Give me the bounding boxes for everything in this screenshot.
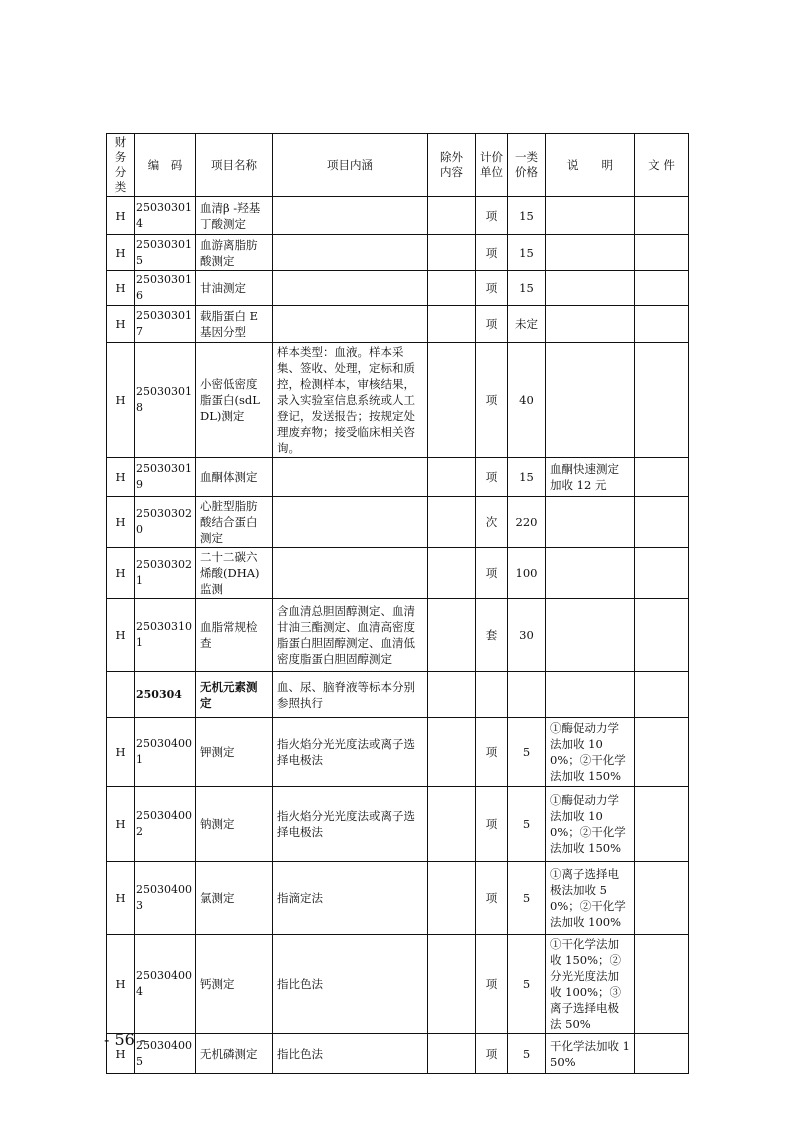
- cell-code: 250303020: [135, 497, 196, 548]
- cell-name: 血脂常规检查: [196, 599, 273, 672]
- cell-price: 5: [508, 718, 546, 787]
- cell-excl: [428, 235, 476, 271]
- cell-unit: 项: [476, 235, 508, 271]
- cell-unit: [476, 672, 508, 718]
- cell-name: 无机磷测定: [196, 1034, 273, 1074]
- cell-cat: H: [107, 197, 135, 235]
- cell-unit: 次: [476, 497, 508, 548]
- cell-name: 血酮体测定: [196, 458, 273, 497]
- cell-content: 含血清总胆固醇测定、血清甘油三酯测定、血清高密度脂蛋白胆固醇测定、血清低密度脂蛋白胆固醇测定: [273, 599, 428, 672]
- cell-content: [273, 458, 428, 497]
- cell-note: 干化学法加收 150%: [546, 1034, 635, 1074]
- cell-excl: [428, 271, 476, 306]
- cell-cat: H: [107, 235, 135, 271]
- cell-unit: 项: [476, 548, 508, 599]
- cell-name: 无机元素测定: [196, 672, 273, 718]
- cell-content: [273, 548, 428, 599]
- cell-excl: [428, 458, 476, 497]
- cell-note: ①酶促动力学法加收 100%；②干化学法加收 150%: [546, 787, 635, 862]
- cell-excl: [428, 1034, 476, 1074]
- header-name: 项目名称: [196, 134, 273, 197]
- cell-code: 250303015: [135, 235, 196, 271]
- cell-unit: 项: [476, 306, 508, 343]
- cell-price: 5: [508, 935, 546, 1034]
- cell-file: [635, 787, 689, 862]
- table-row: [107, 1034, 689, 1074]
- cell-file: [635, 1034, 689, 1074]
- cell-note: [546, 672, 635, 718]
- cell-name: 钠测定: [196, 787, 273, 862]
- table-row: [107, 458, 689, 497]
- cell-note: [546, 306, 635, 343]
- cell-excl: [428, 599, 476, 672]
- cell-unit: 项: [476, 718, 508, 787]
- cell-unit: 项: [476, 787, 508, 862]
- cell-code: 250303019: [135, 458, 196, 497]
- header-exclusions: 除外 内容: [428, 134, 476, 197]
- cell-code: 250303018: [135, 343, 196, 458]
- cell-excl: [428, 548, 476, 599]
- table-row: [107, 235, 689, 271]
- table-header: [107, 134, 689, 197]
- cell-price: 30: [508, 599, 546, 672]
- cell-name: 载脂蛋白 E 基因分型: [196, 306, 273, 343]
- cell-name: 氯测定: [196, 862, 273, 935]
- cell-cat: H: [107, 343, 135, 458]
- cell-note: ①离子选择电极法加收 50%；②干化学法加收 100%: [546, 862, 635, 935]
- cell-code: 250304: [135, 672, 196, 718]
- price-table: [106, 133, 689, 1074]
- cell-file: [635, 235, 689, 271]
- cell-price: 15: [508, 271, 546, 306]
- cell-price: 未定: [508, 306, 546, 343]
- header-content: 项目内涵: [273, 134, 428, 197]
- table-row: [107, 718, 689, 787]
- cell-price: [508, 672, 546, 718]
- cell-cat: H: [107, 862, 135, 935]
- cell-price: 5: [508, 862, 546, 935]
- cell-content: [273, 497, 428, 548]
- cell-excl: [428, 497, 476, 548]
- cell-name: 血游离脂肪酸测定: [196, 235, 273, 271]
- cell-code: 250303014: [135, 197, 196, 235]
- cell-content: [273, 271, 428, 306]
- cell-file: [635, 271, 689, 306]
- cell-price: 5: [508, 1034, 546, 1074]
- cell-name: 二十二碳六烯酸(DHA)监测: [196, 548, 273, 599]
- header-code: 编 码: [135, 134, 196, 197]
- cell-cat: H: [107, 599, 135, 672]
- cell-note: [546, 197, 635, 235]
- cell-price: 5: [508, 787, 546, 862]
- table-row: [107, 672, 689, 718]
- cell-file: [635, 599, 689, 672]
- cell-unit: 项: [476, 935, 508, 1034]
- cell-cat: [107, 672, 135, 718]
- cell-price: 100: [508, 548, 546, 599]
- cell-file: [635, 672, 689, 718]
- cell-unit: 项: [476, 343, 508, 458]
- cell-unit: 项: [476, 197, 508, 235]
- cell-content: 血、尿、脑脊液等标本分别参照执行: [273, 672, 428, 718]
- table-row: [107, 935, 689, 1034]
- table-row: [107, 787, 689, 862]
- cell-cat: H: [107, 1034, 135, 1074]
- cell-file: [635, 548, 689, 599]
- cell-unit: 项: [476, 458, 508, 497]
- header-notes: 说 明: [546, 134, 635, 197]
- header-unit: 计价 单位: [476, 134, 508, 197]
- cell-name: 钙测定: [196, 935, 273, 1034]
- cell-file: [635, 718, 689, 787]
- table-row: [107, 548, 689, 599]
- cell-unit: 项: [476, 862, 508, 935]
- table-row: [107, 197, 689, 235]
- cell-content: [273, 235, 428, 271]
- cell-cat: H: [107, 548, 135, 599]
- cell-code: 250304003: [135, 862, 196, 935]
- cell-content: 指火焰分光光度法或离子选择电极法: [273, 787, 428, 862]
- header-file: 文 件: [635, 134, 689, 197]
- cell-content: 样本类型：血液。样本采集、签收、处理，定标和质控，检测样本，审核结果，录入实验室信息系统或人工登记，发送报告；按规定处理废弃物；接受临床相关咨询。: [273, 343, 428, 458]
- cell-excl: [428, 787, 476, 862]
- cell-note: [546, 271, 635, 306]
- cell-price: 15: [508, 235, 546, 271]
- cell-file: [635, 862, 689, 935]
- cell-price: 220: [508, 497, 546, 548]
- cell-content: 指火焰分光光度法或离子选择电极法: [273, 718, 428, 787]
- header-category: 财务 分类: [107, 134, 135, 197]
- cell-note: 血酮快速测定加收 12 元: [546, 458, 635, 497]
- cell-excl: [428, 197, 476, 235]
- cell-price: 40: [508, 343, 546, 458]
- cell-name: 钾测定: [196, 718, 273, 787]
- cell-note: [546, 235, 635, 271]
- table-row: [107, 271, 689, 306]
- cell-cat: H: [107, 718, 135, 787]
- cell-content: 指滴定法: [273, 862, 428, 935]
- cell-code: 250303017: [135, 306, 196, 343]
- table-row: [107, 599, 689, 672]
- cell-excl: [428, 672, 476, 718]
- cell-note: ①酶促动力学法加收 100%；②干化学法加收 150%: [546, 718, 635, 787]
- cell-cat: H: [107, 458, 135, 497]
- cell-content: [273, 306, 428, 343]
- cell-code: 250303021: [135, 548, 196, 599]
- cell-excl: [428, 862, 476, 935]
- table-row: [107, 306, 689, 343]
- cell-code: 250304004: [135, 935, 196, 1034]
- cell-excl: [428, 306, 476, 343]
- table-row: [107, 497, 689, 548]
- cell-unit: 项: [476, 1034, 508, 1074]
- cell-cat: H: [107, 787, 135, 862]
- cell-cat: H: [107, 306, 135, 343]
- cell-name: 小密低密度脂蛋白(sdLDL)测定: [196, 343, 273, 458]
- cell-content: 指比色法: [273, 1034, 428, 1074]
- cell-excl: [428, 343, 476, 458]
- cell-cat: H: [107, 497, 135, 548]
- cell-code: 250304001: [135, 718, 196, 787]
- cell-file: [635, 197, 689, 235]
- cell-code: 250303016: [135, 271, 196, 306]
- cell-price: 15: [508, 197, 546, 235]
- cell-unit: 项: [476, 271, 508, 306]
- cell-file: [635, 343, 689, 458]
- cell-content: [273, 197, 428, 235]
- table-row: [107, 343, 689, 458]
- cell-note: [546, 548, 635, 599]
- table-row: [107, 862, 689, 935]
- cell-unit: 套: [476, 599, 508, 672]
- cell-note: ①干化学法加收 150%；②分光光度法加收 100%；③离子选择电极法 50%: [546, 935, 635, 1034]
- cell-file: [635, 458, 689, 497]
- cell-file: [635, 935, 689, 1034]
- cell-note: [546, 599, 635, 672]
- cell-content: 指比色法: [273, 935, 428, 1034]
- cell-name: 甘油测定: [196, 271, 273, 306]
- cell-excl: [428, 935, 476, 1034]
- page-number: - 56 -: [104, 1030, 146, 1049]
- cell-cat: H: [107, 935, 135, 1034]
- cell-name: 心脏型脂肪酸结合蛋白测定: [196, 497, 273, 548]
- cell-cat: H: [107, 271, 135, 306]
- cell-note: [546, 497, 635, 548]
- cell-code: 250304005: [135, 1034, 196, 1074]
- cell-name: 血清β -羟基丁酸测定: [196, 197, 273, 235]
- cell-file: [635, 497, 689, 548]
- cell-excl: [428, 718, 476, 787]
- cell-note: [546, 343, 635, 458]
- cell-code: 250303101: [135, 599, 196, 672]
- cell-file: [635, 306, 689, 343]
- header-price: 一类 价格: [508, 134, 546, 197]
- cell-code: 250304002: [135, 787, 196, 862]
- cell-price: 15: [508, 458, 546, 497]
